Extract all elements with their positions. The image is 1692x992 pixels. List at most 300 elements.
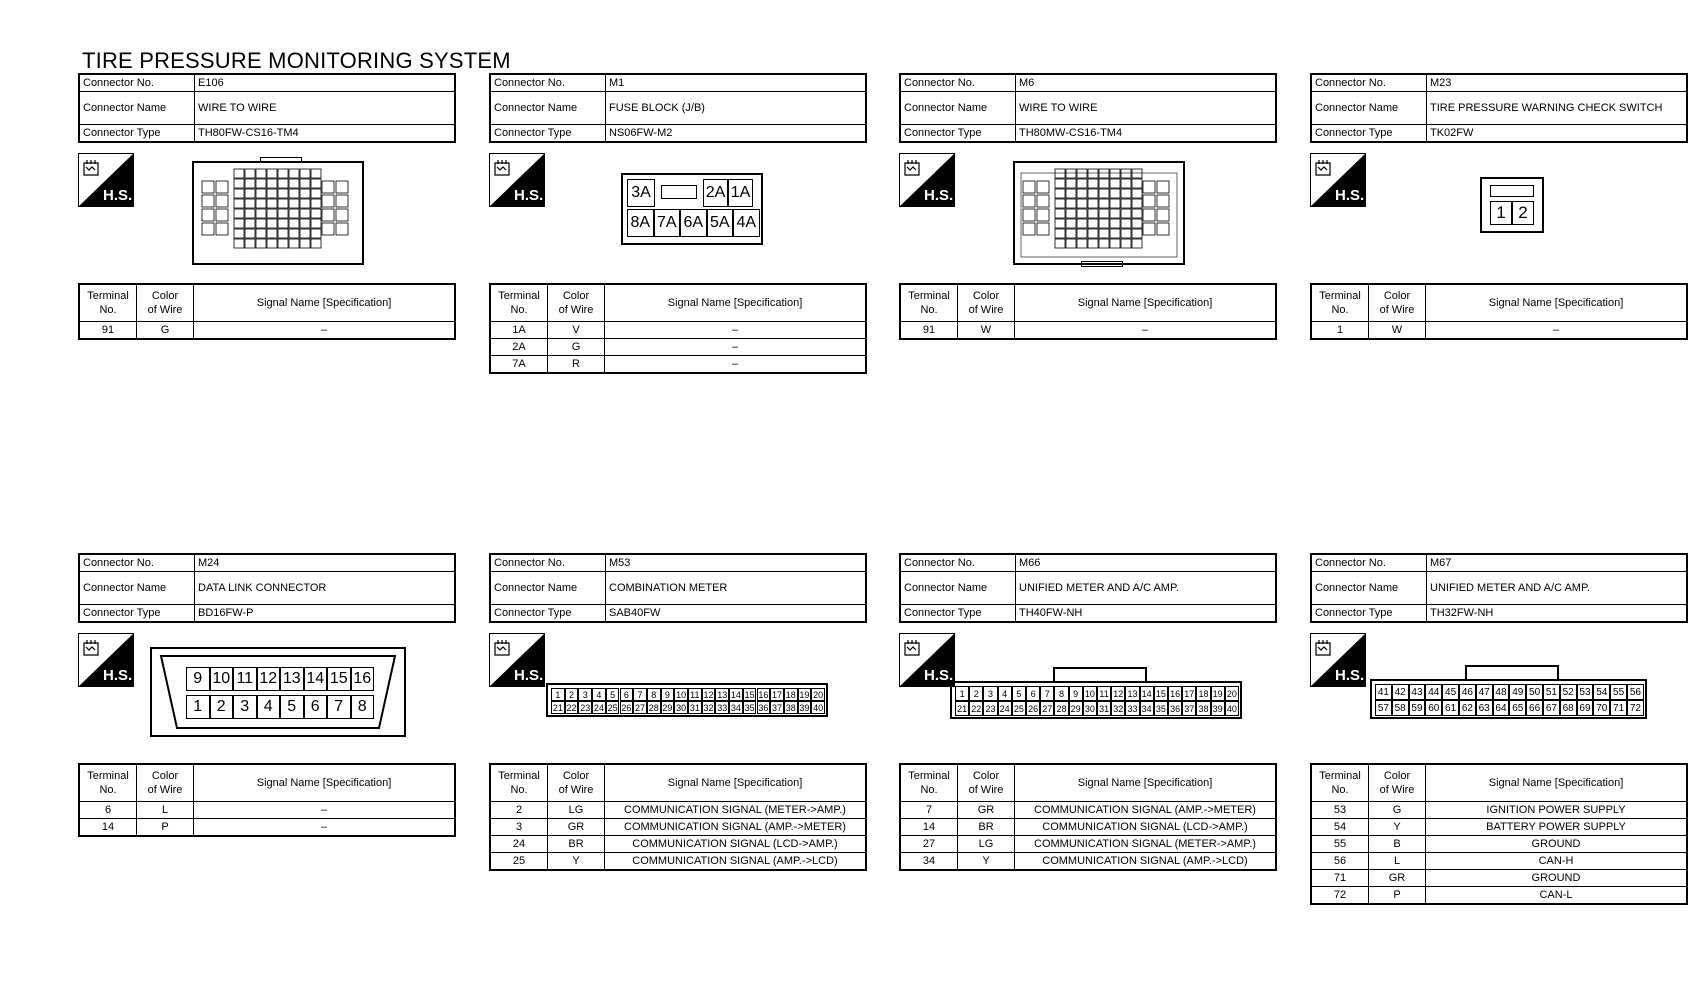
connector-no: M23 [1427, 74, 1688, 92]
wire-color: W [958, 322, 1015, 340]
connector-latch [1081, 261, 1123, 267]
pin: 7A [654, 209, 681, 237]
connector-latch [260, 157, 302, 163]
wire-color: LG [958, 836, 1015, 853]
pin: 31 [689, 702, 700, 713]
pin: 2 [210, 695, 234, 719]
pin: 55 [1610, 684, 1627, 700]
terminal-table [489, 763, 867, 871]
pin: 15 [327, 667, 351, 691]
pin: 66 [1526, 700, 1543, 716]
header-terminal-no: Terminal No. [900, 764, 958, 802]
table-row [900, 819, 1276, 836]
wire-color: LG [548, 802, 605, 819]
label-connector-name: Connector Name [490, 572, 606, 605]
signal-name: – [605, 339, 867, 356]
pin: 38 [1196, 701, 1210, 716]
terminal-no: 1 [1311, 322, 1369, 340]
connector-face [1013, 161, 1185, 265]
pin: 22 [969, 701, 983, 716]
connector-block [1310, 553, 1688, 905]
pin: 35 [744, 702, 755, 713]
pin: 36 [758, 702, 769, 713]
signal-name: – [194, 819, 456, 837]
connector-face [950, 681, 1242, 719]
pin: 40 [813, 702, 824, 713]
connector-name: COMBINATION METER [606, 572, 867, 605]
label-connector-name: Connector Name [900, 572, 1016, 605]
pin: 54 [1593, 684, 1610, 700]
pin: 17 [772, 689, 783, 700]
connector-type: TH32FW-NH [1427, 605, 1688, 623]
connector-info-table [899, 73, 1277, 143]
pin: 53 [1577, 684, 1594, 700]
table-row [1311, 853, 1687, 870]
signal-name: COMMUNICATION SIGNAL (LCD->AMP.) [1015, 819, 1277, 836]
label-connector-type: Connector Type [1311, 125, 1427, 143]
header-color-of-wire: Color of Wire [548, 284, 605, 322]
pin: 28 [648, 702, 659, 713]
label-connector-no: Connector No. [79, 554, 195, 572]
pin: 29 [1069, 701, 1083, 716]
pin: 49 [1509, 684, 1526, 700]
svg-text:H.S.: H.S. [514, 187, 544, 204]
signal-name: – [194, 322, 456, 340]
connector-block [1310, 73, 1688, 340]
connector-diagram [489, 623, 867, 763]
wire-color: GR [958, 802, 1015, 819]
terminal-no: 1A [490, 322, 548, 339]
wire-color: L [137, 802, 194, 819]
connector-block [899, 553, 1277, 871]
pin: 39 [799, 702, 810, 713]
connector-info-table [1310, 73, 1688, 143]
wire-color: BR [548, 836, 605, 853]
pin: 6A [680, 209, 707, 237]
pin: 1 [1490, 201, 1512, 225]
table-row [490, 339, 866, 356]
label-connector-name: Connector Name [490, 92, 606, 125]
signal-name: COMMUNICATION SIGNAL (METER->AMP.) [605, 802, 867, 819]
signal-name: – [1015, 322, 1277, 340]
label-connector-no: Connector No. [490, 74, 606, 92]
table-row [490, 356, 866, 374]
pin: 4 [998, 686, 1012, 701]
label-connector-no: Connector No. [900, 74, 1016, 92]
header-terminal-no: Terminal No. [490, 284, 548, 322]
terminal-table [1310, 283, 1688, 340]
connector-type: TH80MW-CS16-TM4 [1016, 125, 1277, 143]
signal-name: COMMUNICATION SIGNAL (METER->AMP.) [1015, 836, 1277, 853]
terminal-no: 34 [900, 853, 958, 871]
terminal-no: 55 [1311, 836, 1369, 853]
pin: 41 [1375, 684, 1392, 700]
pin: 3 [983, 686, 997, 701]
connector-type: TH40FW-NH [1016, 605, 1277, 623]
connector-diagram [78, 143, 456, 283]
pin: 31 [1097, 701, 1111, 716]
pin: 68 [1560, 700, 1577, 716]
connector-type: TH80FW-CS16-TM4 [195, 125, 456, 143]
pin: 8 [647, 688, 661, 701]
signal-name: COMMUNICATION SIGNAL (AMP.->LCD) [605, 853, 867, 871]
label-connector-name: Connector Name [79, 572, 195, 605]
pin: 14 [730, 689, 741, 700]
wire-color: W [1369, 322, 1426, 340]
connector-no: M53 [606, 554, 867, 572]
wire-color: G [1369, 802, 1426, 819]
wire-color: G [137, 322, 194, 340]
label-connector-no: Connector No. [490, 554, 606, 572]
pin: 62 [1459, 700, 1476, 716]
terminal-no: 56 [1311, 853, 1369, 870]
pin: 28 [1054, 701, 1068, 716]
pin: 72 [1627, 700, 1644, 716]
pin: 26 [621, 702, 632, 713]
connector-face [192, 161, 364, 265]
header-signal-name: Signal Name [Specification] [605, 284, 867, 322]
connector-diagram [489, 143, 867, 283]
pin: 5 [606, 688, 620, 701]
terminal-no: 6 [79, 802, 137, 819]
wire-color: P [137, 819, 194, 837]
header-color-of-wire: Color of Wire [958, 764, 1015, 802]
connector-name: UNIFIED METER AND A/C AMP. [1016, 572, 1277, 605]
label-connector-type: Connector Type [79, 605, 195, 623]
connector-latch [1465, 665, 1559, 681]
pin: 29 [662, 702, 673, 713]
header-terminal-no: Terminal No. [79, 284, 137, 322]
svg-text:H.S.: H.S. [924, 667, 954, 684]
pin: 60 [1425, 700, 1442, 716]
pin: 21 [955, 701, 969, 716]
pin: 16 [1168, 686, 1182, 701]
wire-color: B [1369, 836, 1426, 853]
pin: 3A [627, 179, 655, 207]
pin: 10 [210, 667, 234, 691]
table-row [490, 819, 866, 836]
pin: 10 [1083, 686, 1097, 701]
wire-color: P [1369, 887, 1426, 905]
terminal-no: 72 [1311, 887, 1369, 905]
pin: 18 [1196, 686, 1210, 701]
pin: 5 [1012, 686, 1026, 701]
terminal-no: 25 [490, 853, 548, 871]
connector-block [489, 553, 867, 871]
connector-face [150, 647, 406, 737]
signal-name: COMMUNICATION SIGNAL (AMP.->METER) [1015, 802, 1277, 819]
pin: 3 [233, 695, 257, 719]
connector-info-table [78, 553, 456, 623]
pin: 42 [1392, 684, 1409, 700]
wire-color: Y [548, 853, 605, 871]
pin: 23 [983, 701, 997, 716]
header-signal-name: Signal Name [Specification] [605, 764, 867, 802]
pin: 1 [186, 695, 210, 719]
header-color-of-wire: Color of Wire [548, 764, 605, 802]
pin: 25 [607, 702, 618, 713]
signal-name: – [605, 356, 867, 374]
connector-info-table [489, 73, 867, 143]
connector-no: M66 [1016, 554, 1277, 572]
table-row [490, 322, 866, 339]
pin: 22 [566, 702, 577, 713]
pin: 63 [1476, 700, 1493, 716]
pin: 16 [351, 667, 375, 691]
pin: 21 [552, 702, 563, 713]
pin: 17 [1182, 686, 1196, 701]
pin: 6 [304, 695, 328, 719]
pin: 61 [1442, 700, 1459, 716]
connector-block [899, 73, 1277, 340]
pin: 4 [592, 688, 606, 701]
terminal-no: 2A [490, 339, 548, 356]
connector-block [78, 73, 456, 340]
signal-name: GROUND [1426, 870, 1688, 887]
hs-icon [489, 153, 545, 207]
wire-color: BR [958, 819, 1015, 836]
pin: 65 [1509, 700, 1526, 716]
header-color-of-wire: Color of Wire [137, 284, 194, 322]
label-connector-type: Connector Type [900, 605, 1016, 623]
wire-color: R [548, 356, 605, 374]
pin: 70 [1593, 700, 1610, 716]
table-row [490, 853, 866, 871]
pin: 47 [1476, 684, 1493, 700]
svg-text:H.S.: H.S. [103, 187, 133, 204]
terminal-no: 7 [900, 802, 958, 819]
pin: 7 [327, 695, 351, 719]
table-row [79, 802, 455, 819]
signal-name: COMMUNICATION SIGNAL (AMP.->METER) [605, 819, 867, 836]
wire-color: Y [958, 853, 1015, 871]
label-connector-type: Connector Type [900, 125, 1016, 143]
pin: 13 [280, 667, 304, 691]
pin: 37 [772, 702, 783, 713]
connector-latch [1053, 667, 1147, 683]
pin: 5A [707, 209, 734, 237]
pin: 8A [627, 209, 654, 237]
pin: 7 [633, 688, 647, 701]
terminal-no: 91 [900, 322, 958, 340]
pin: 16 [758, 689, 769, 700]
pin: 69 [1577, 700, 1594, 716]
connector-name: DATA LINK CONNECTOR [195, 572, 456, 605]
hs-icon [1310, 153, 1366, 207]
connector-no: M6 [1016, 74, 1277, 92]
pin: 2A [703, 179, 728, 207]
pin: 15 [1154, 686, 1168, 701]
connector-face [621, 173, 763, 245]
pin: 32 [1111, 701, 1125, 716]
hs-icon [78, 153, 134, 207]
pin: 4A [733, 209, 760, 237]
header-color-of-wire: Color of Wire [1369, 284, 1426, 322]
pin: 39 [1211, 701, 1225, 716]
pin: 67 [1543, 700, 1560, 716]
pin: 38 [785, 702, 796, 713]
page-title: TIRE PRESSURE MONITORING SYSTEM [82, 48, 511, 73]
pin: 33 [717, 702, 728, 713]
pin: 52 [1560, 684, 1577, 700]
connector-name: WIRE TO WIRE [1016, 92, 1277, 125]
terminal-no: 53 [1311, 802, 1369, 819]
connector-info-table [899, 553, 1277, 623]
terminal-no: 14 [900, 819, 958, 836]
header-color-of-wire: Color of Wire [1369, 764, 1426, 802]
terminal-table [78, 283, 456, 340]
signal-name: – [1426, 322, 1688, 340]
connector-type: TK02FW [1427, 125, 1688, 143]
connector-no: M1 [606, 74, 867, 92]
header-terminal-no: Terminal No. [1311, 764, 1369, 802]
connector-diagram [78, 623, 456, 763]
svg-text:H.S.: H.S. [924, 187, 954, 204]
svg-text:H.S.: H.S. [1335, 667, 1365, 684]
pin: 71 [1610, 700, 1627, 716]
terminal-no: 3 [490, 819, 548, 836]
pin: 3 [578, 688, 592, 701]
pin: 7 [1040, 686, 1054, 701]
wire-color: L [1369, 853, 1426, 870]
pin: 59 [1409, 700, 1426, 716]
pin: 14 [304, 667, 328, 691]
terminal-table [1310, 763, 1688, 905]
header-signal-name: Signal Name [Specification] [1015, 284, 1277, 322]
pin: 13 [1125, 686, 1139, 701]
header-signal-name: Signal Name [Specification] [1426, 764, 1688, 802]
pin: 25 [1012, 701, 1026, 716]
pin: 24 [593, 702, 604, 713]
terminal-table [899, 763, 1277, 871]
pin: 44 [1425, 684, 1442, 700]
pin: 1 [955, 686, 969, 701]
pin: 8 [351, 695, 375, 719]
pin: 33 [1125, 701, 1139, 716]
pin: 46 [1459, 684, 1476, 700]
connector-diagram [899, 623, 1277, 763]
table-row [490, 802, 866, 819]
pin: 11 [233, 667, 257, 691]
header-terminal-no: Terminal No. [900, 284, 958, 322]
label-connector-no: Connector No. [900, 554, 1016, 572]
pin: 5 [280, 695, 304, 719]
pin: 1 [551, 688, 565, 701]
pin: 35 [1154, 701, 1168, 716]
terminal-no: 2 [490, 802, 548, 819]
pin: 26 [1026, 701, 1040, 716]
pin: 8 [1054, 686, 1068, 701]
connector-name: FUSE BLOCK (J/B) [606, 92, 867, 125]
pin: 19 [799, 689, 810, 700]
table-row [900, 836, 1276, 853]
connector-name: WIRE TO WIRE [195, 92, 456, 125]
connector-no: M24 [195, 554, 456, 572]
connector-block [489, 73, 867, 374]
pin: 2 [1512, 201, 1534, 225]
pin: 57 [1375, 700, 1392, 716]
table-row [900, 802, 1276, 819]
connector-diagram [899, 143, 1277, 283]
pin: 15 [744, 689, 755, 700]
pin: 36 [1168, 701, 1182, 716]
terminal-no: 7A [490, 356, 548, 374]
label-connector-no: Connector No. [79, 74, 195, 92]
terminal-no: 71 [1311, 870, 1369, 887]
pin: 6 [620, 688, 634, 701]
header-signal-name: Signal Name [Specification] [1015, 764, 1277, 802]
label-connector-name: Connector Name [1311, 572, 1427, 605]
connector-face [1480, 177, 1544, 233]
terminal-no: 27 [900, 836, 958, 853]
pin: 10 [676, 689, 687, 700]
svg-text:H.S.: H.S. [1335, 187, 1365, 204]
pin: 1A [728, 179, 753, 207]
pin: 37 [1182, 701, 1196, 716]
table-row [490, 836, 866, 853]
pin: 34 [730, 702, 741, 713]
pin: 56 [1627, 684, 1644, 700]
pin: 24 [998, 701, 1012, 716]
pin: 43 [1409, 684, 1426, 700]
pin: 12 [1111, 686, 1125, 701]
connector-info-table [78, 73, 456, 143]
pin: 4 [257, 695, 281, 719]
svg-text:H.S.: H.S. [103, 667, 133, 684]
connector-info-table [489, 553, 867, 623]
pin: 11 [688, 688, 702, 701]
pin: 13 [717, 689, 728, 700]
pin: 58 [1392, 700, 1409, 716]
header-signal-name: Signal Name [Specification] [1426, 284, 1688, 322]
signal-name: – [194, 802, 456, 819]
pin: 48 [1493, 684, 1510, 700]
label-connector-no: Connector No. [1311, 554, 1427, 572]
pin: 51 [1543, 684, 1560, 700]
wire-color: V [548, 322, 605, 339]
signal-name: COMMUNICATION SIGNAL (AMP.->LCD) [1015, 853, 1277, 871]
table-row [1311, 870, 1687, 887]
header-terminal-no: Terminal No. [490, 764, 548, 802]
connector-type: SAB40FW [606, 605, 867, 623]
signal-name: – [605, 322, 867, 339]
header-signal-name: Signal Name [Specification] [194, 764, 456, 802]
terminal-table [489, 283, 867, 374]
pin: 20 [813, 689, 824, 700]
signal-name: IGNITION POWER SUPPLY [1426, 802, 1688, 819]
hs-icon [899, 633, 955, 687]
key-slot [1490, 185, 1534, 197]
pin: 27 [1040, 701, 1054, 716]
wire-color: Y [1369, 819, 1426, 836]
header-terminal-no: Terminal No. [79, 764, 137, 802]
terminal-no: 91 [79, 322, 137, 340]
pin: 9 [1069, 686, 1083, 701]
pin: 9 [661, 688, 675, 701]
pin: 19 [1211, 686, 1225, 701]
label-connector-no: Connector No. [1311, 74, 1427, 92]
pin: 12 [703, 689, 714, 700]
pin: 64 [1493, 700, 1510, 716]
table-row [1311, 802, 1687, 819]
terminal-no: 14 [79, 819, 137, 837]
pin: 27 [635, 702, 646, 713]
terminal-no: 54 [1311, 819, 1369, 836]
header-terminal-no: Terminal No. [1311, 284, 1369, 322]
connector-diagram [1310, 623, 1688, 763]
pin: 50 [1526, 684, 1543, 700]
table-row [1311, 887, 1687, 905]
